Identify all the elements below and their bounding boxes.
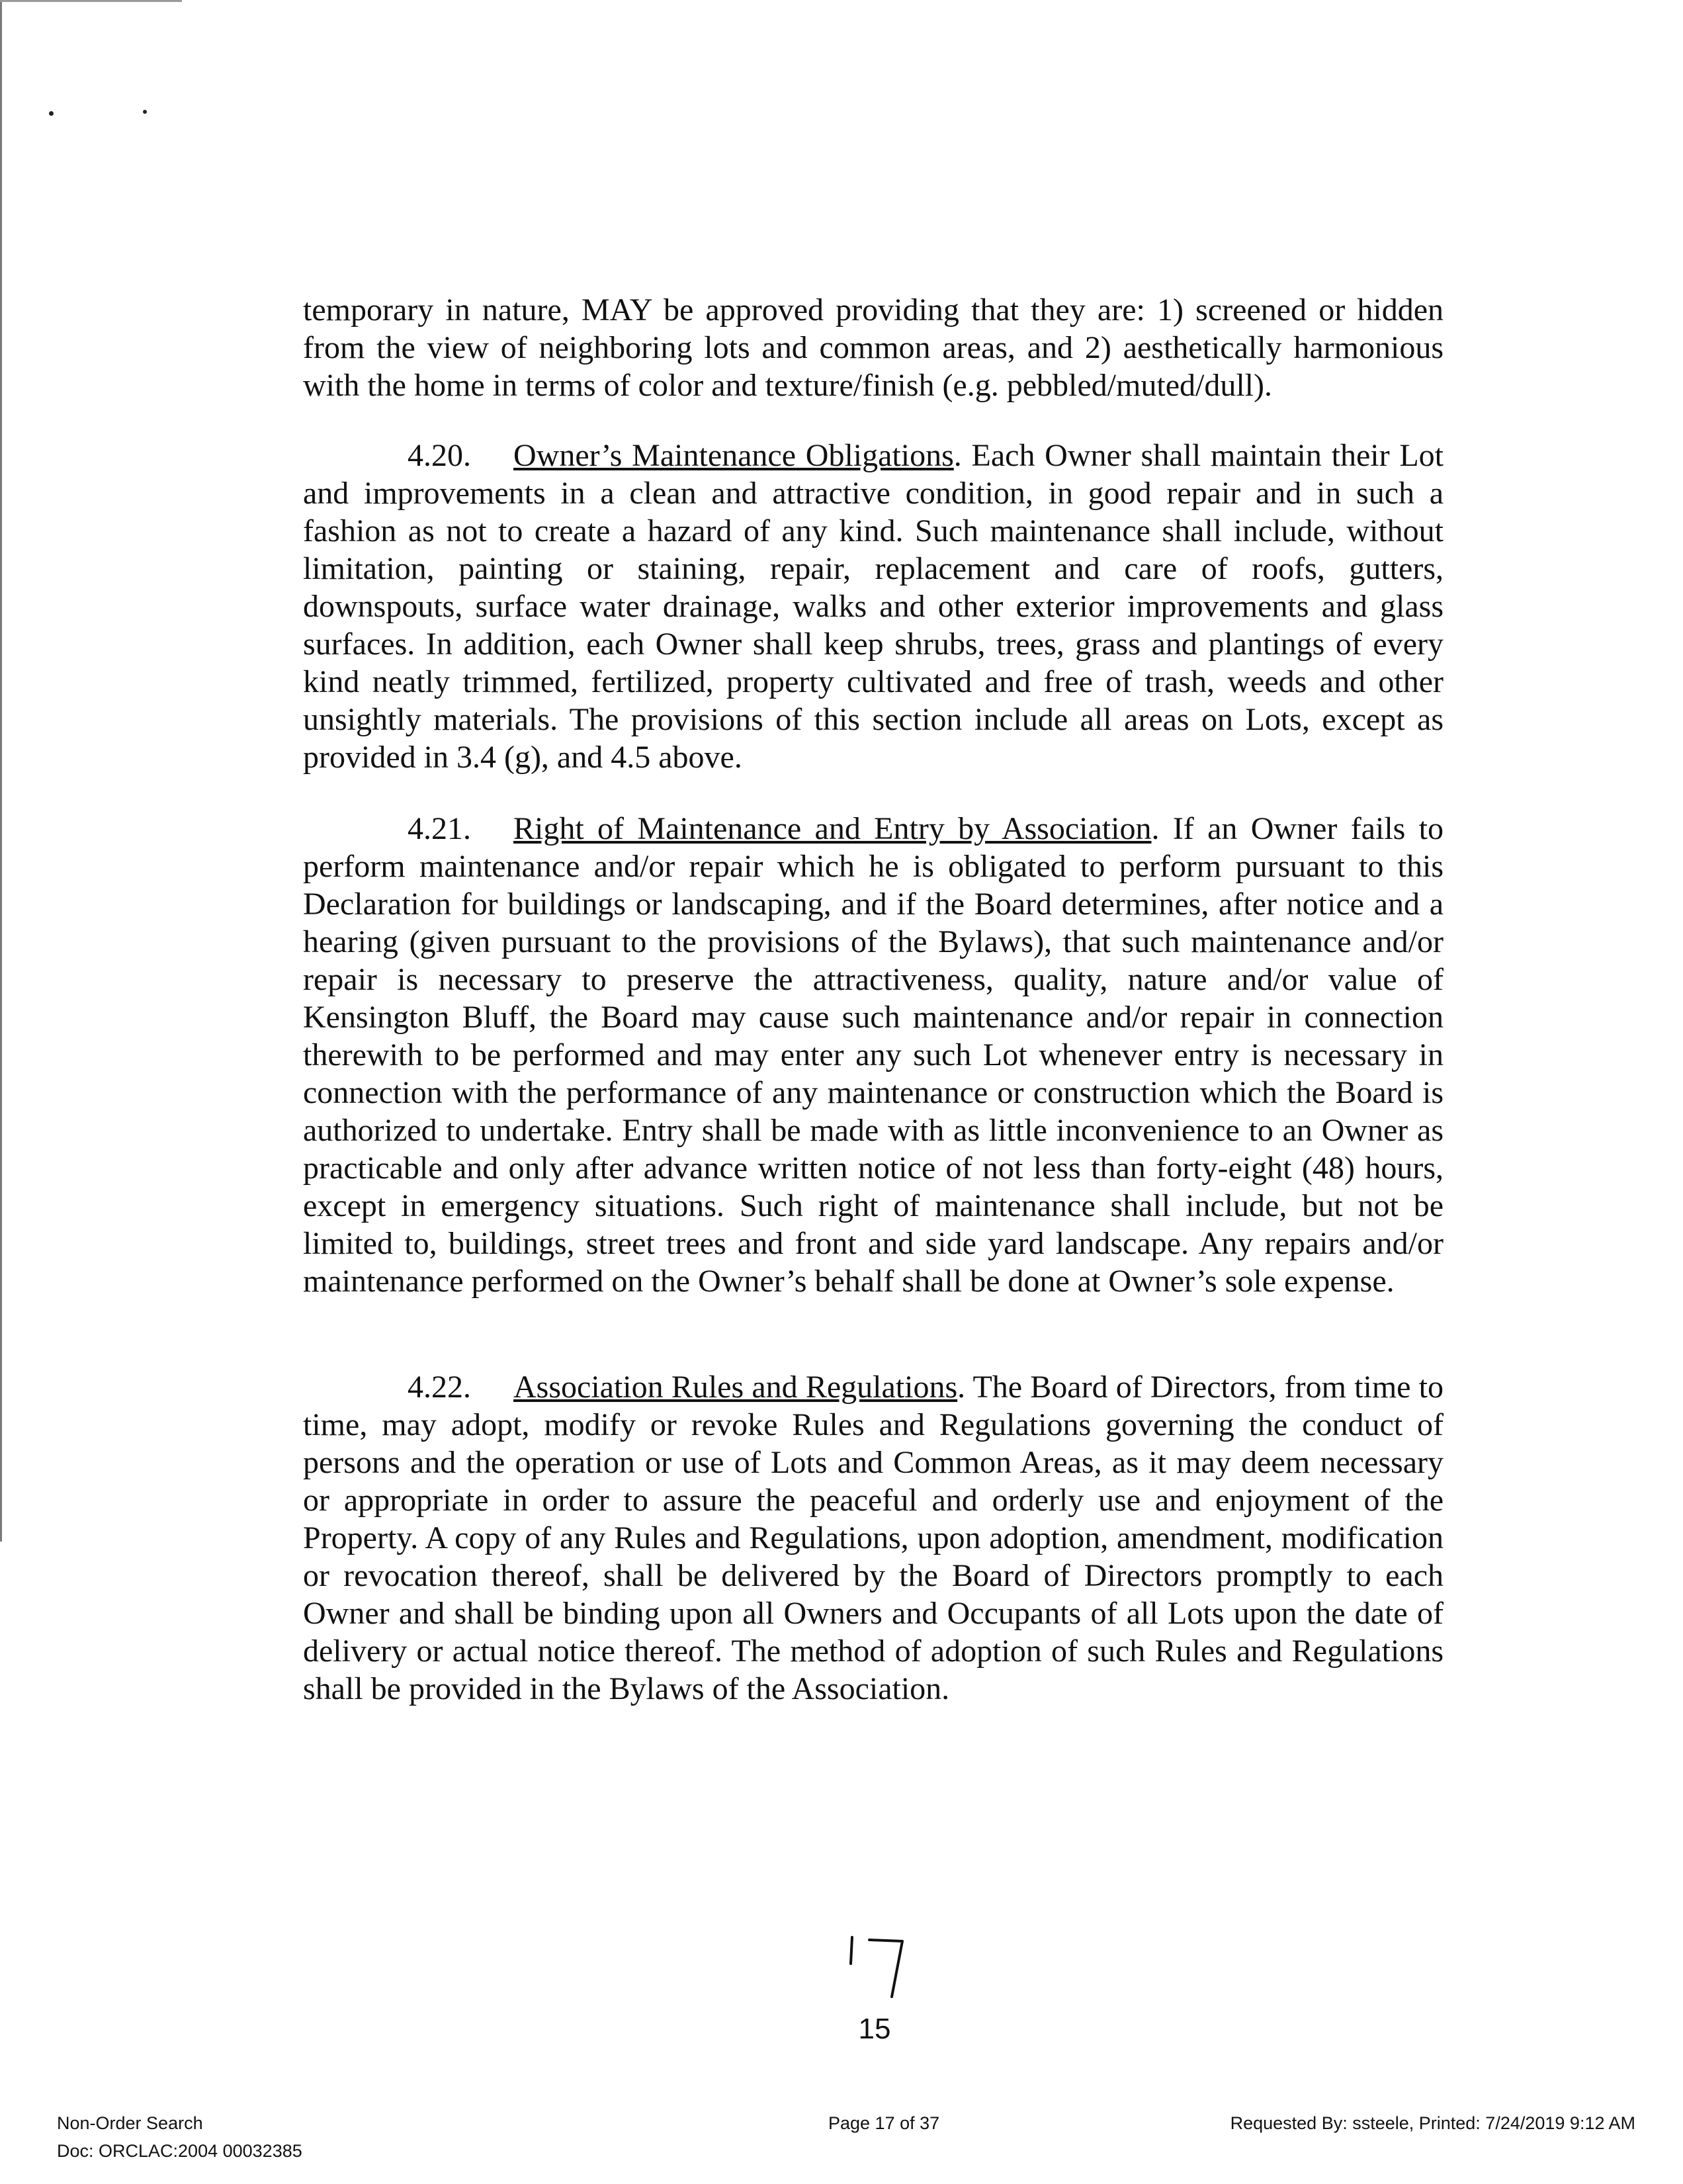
section-text: . The Board of Directors, from time to time, may adopt, modify or revoke Rules and Regulations governing the conduct of persons and the operation or use of Lots and Common Areas, as it may deem necessary or appropriate in order to assure the peaceful and orderly use and enjoyment of the Property. A copy of any Rules and Regulations, upon adoption, amendment, modification or revocation thereof, shall be delivered by the Board of Directors promptly to each Owner and shall be binding upon all Owners and Occupants of all Lots upon the date of delivery or actual notice thereof. The method of adoption of such Rules and Regulations shall be provided in the Bylaws of the Association. [303, 1370, 1444, 1706]
section-text: . Each Owner shall maintain their Lot and improvements in a clean and attractive condition, in good repair and in such a fashion as not to create a hazard of any kind. Such maintenance shall include, without limitation, painting or staining, repair, replacement and care of roofs, gutters, downspouts, surface water drainage, walks and other exterior improvements and glass surfaces. In addition, each Owner shall keep shrubs, trees, grass and plantings of every kind neatly trimmed, fertilized, property cultivated and free of trash, weeds and other unsightly materials. The provisions of this section include all areas on Lots, except as provided in 3.4 (g), and 4.5 above. [303, 438, 1444, 775]
continuation-paragraph: temporary in nature, MAY be approved providing that they are: 1) screened or hidden from the view of neighboring lots and common areas, and 2) aesthetically harmonious with the home in terms of color and texture/finish (e.g. pebbled/muted/dull). [303, 292, 1444, 403]
section-heading: Owner’s Maintenance Obligations [513, 438, 954, 473]
section-heading: Right of Maintenance and Entry by Association [513, 811, 1152, 846]
scan-speck [49, 111, 54, 116]
scan-speck [143, 110, 147, 114]
page-number: 15 [858, 2013, 891, 2045]
section-number: 4.21. [408, 811, 471, 846]
footer-center: Page 17 of 37 [828, 2113, 940, 2133]
footer-right: Requested By: ssteele, Printed: 7/24/2019 9:12 AM [1230, 2113, 1635, 2133]
section-4-21 [303, 810, 1444, 1300]
footer-left-top: Non-Order Search [57, 2113, 203, 2133]
section-text: . If an Owner fails to perform maintenance and/or repair which he is obligated to perform pursuant to this Declaration for buildings or landscaping, and if the Board determines, after notice and a hearing (given pursuant to the provisions of the Bylaws), that such maintenance and/or repair is necessary to preserve the attractiveness, quality, nature and/or value of Kensington Bluff, the Board may cause such maintenance and/or repair in connection therewith to be performed and may enter any such Lot whenever entry is necessary in connection with the performance of any maintenance or construction which the Board is authorized to undertake. Entry shall be made with as little inconvenience to an Owner as practicable and only after advance written notice of not less than forty-eight (48) hours, except in emergency situations. Such right of maintenance shall include, but not be limited to, buildings, street trees and front and side yard landscape. Any repairs and/or maintenance performed on the Owner’s behalf shall be done at Owner’s sole expense. [303, 811, 1444, 1299]
section-number: 4.20. [408, 438, 471, 473]
section-4-22 [303, 1368, 1444, 1708]
footer-left-bottom: Doc: ORCLAC:2004 00032385 [57, 2141, 302, 2161]
handwritten-page-number [840, 1932, 920, 2005]
scan-top-line [0, 0, 182, 2]
section-number: 4.22. [408, 1370, 471, 1405]
section-heading: Association Rules and Regulations [513, 1370, 958, 1405]
scan-edge-line [0, 0, 2, 1542]
section-4-20 [303, 437, 1444, 776]
